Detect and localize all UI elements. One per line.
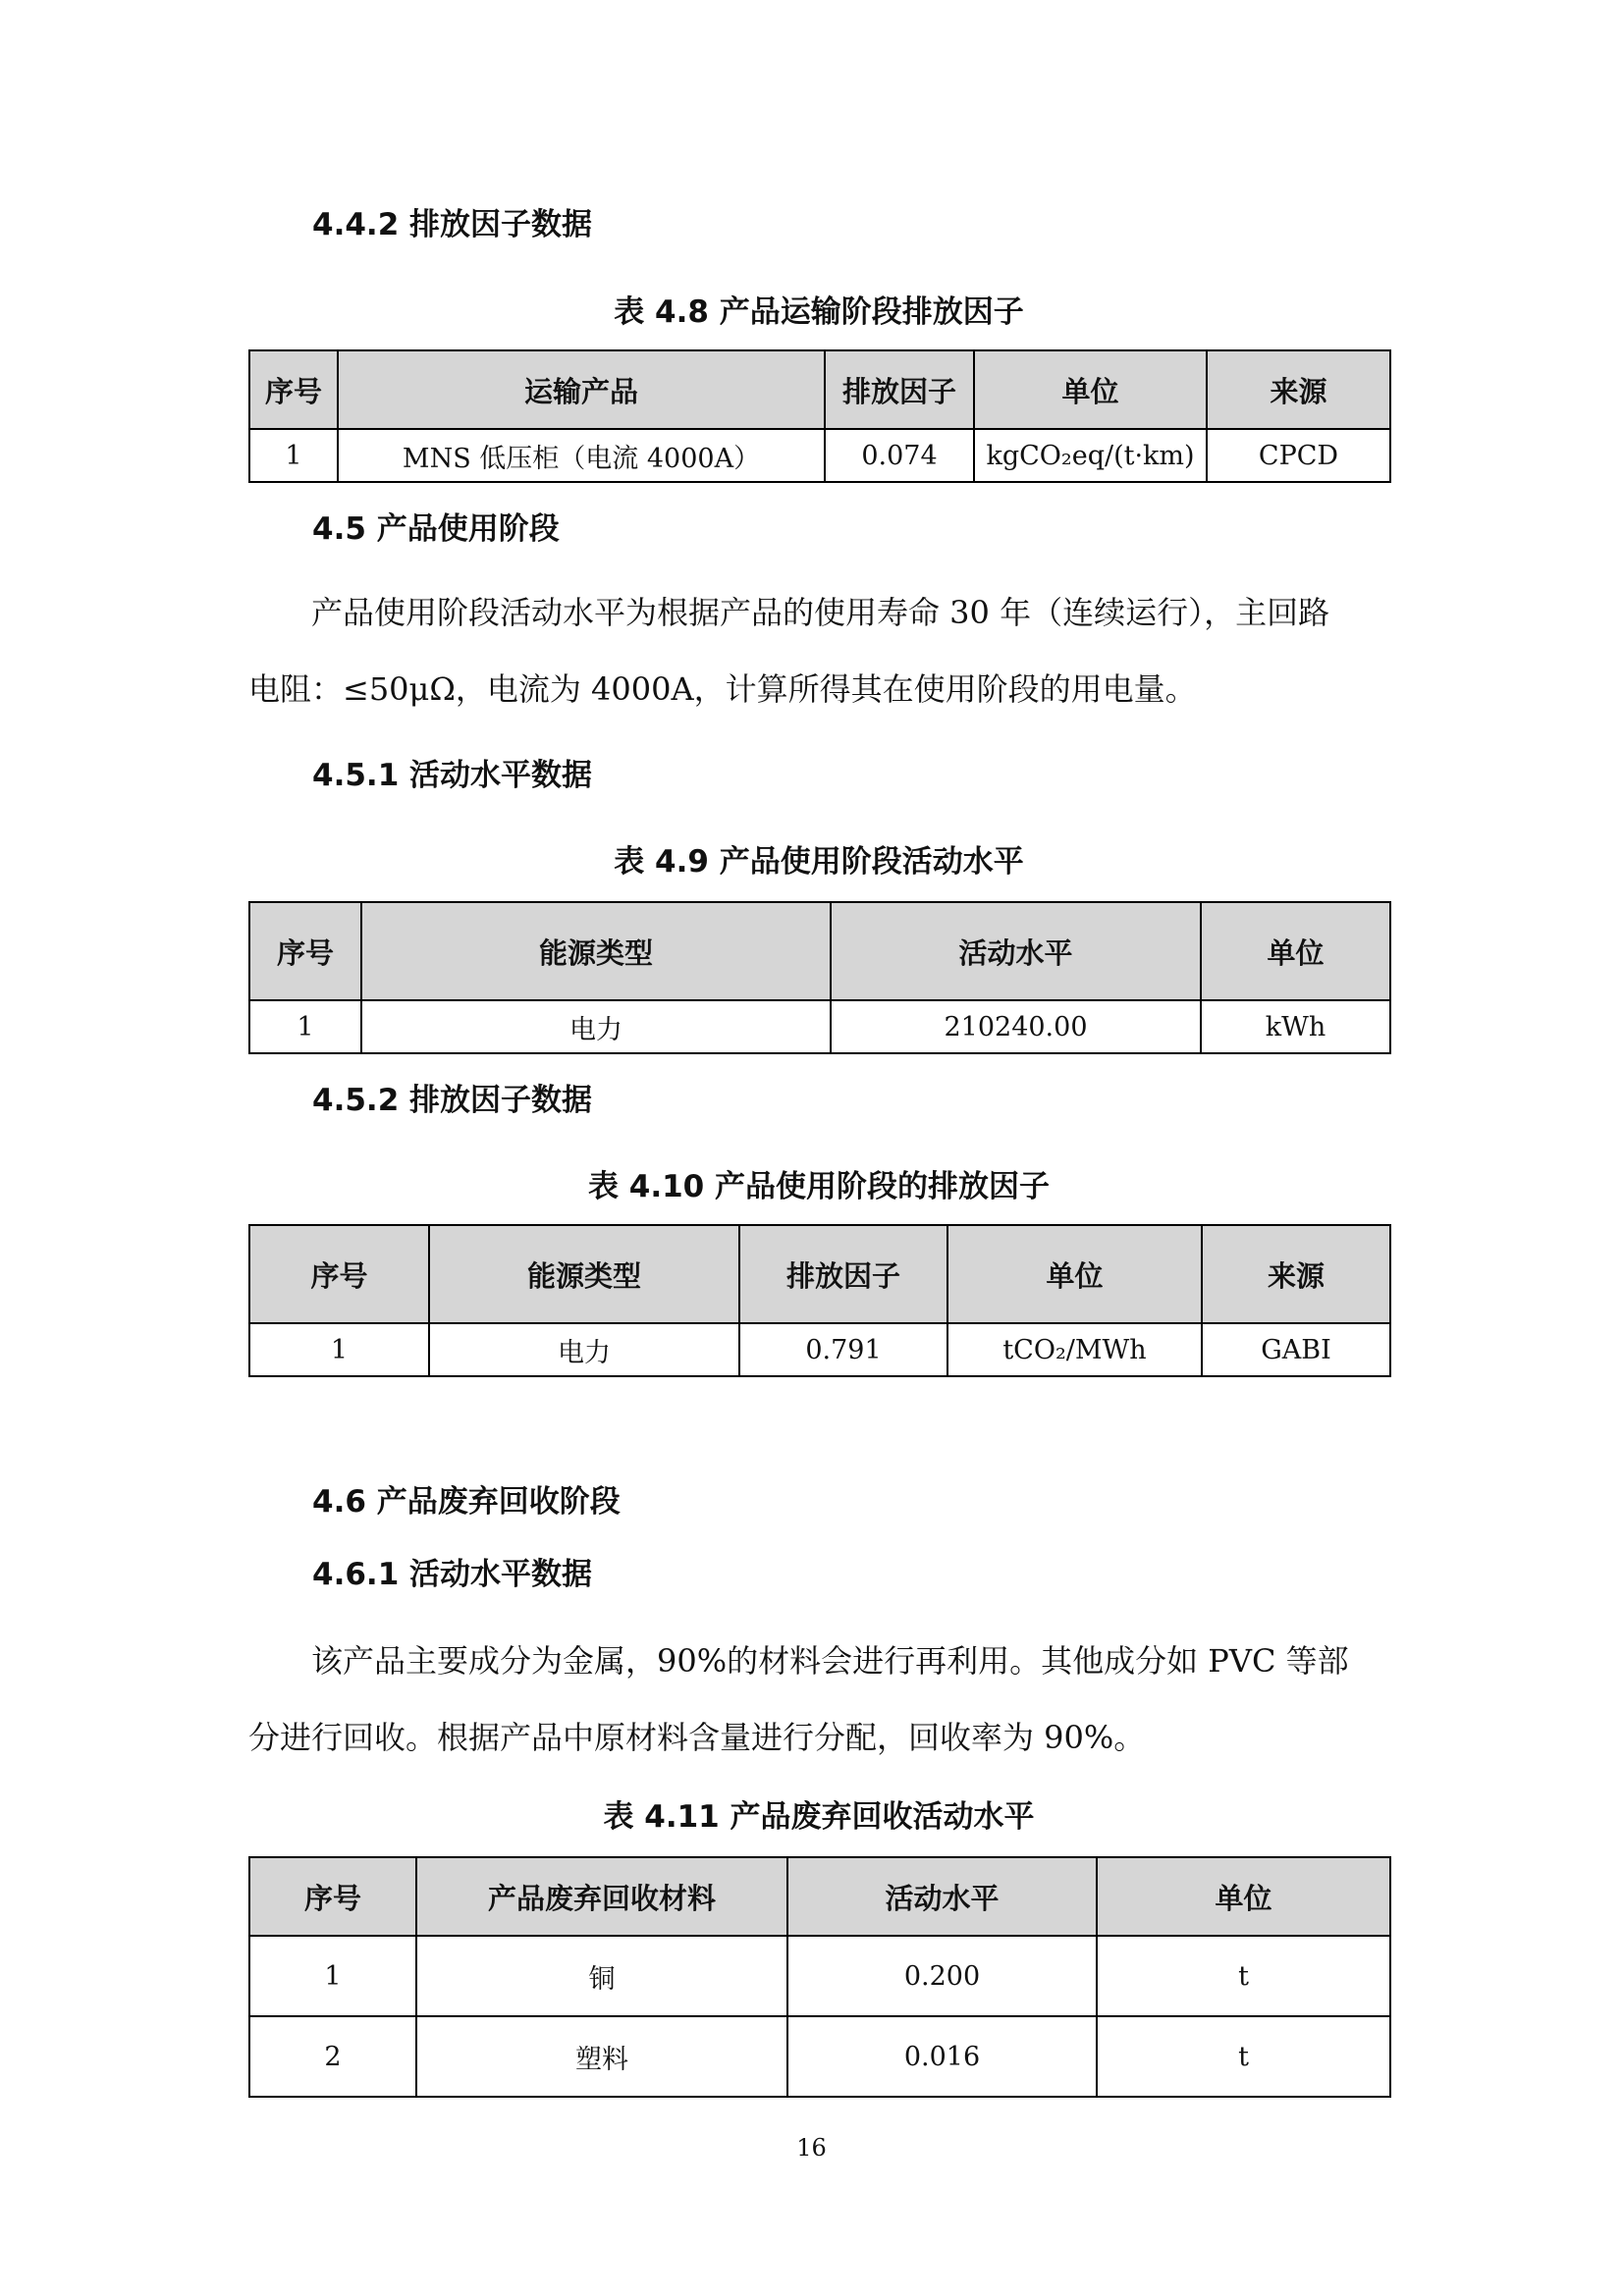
page-number: 16 [796,2134,827,2162]
table-cell: kWh [1201,1000,1390,1053]
table-cell: GABI [1202,1323,1390,1376]
table-4-11 [248,1856,1391,2098]
table-header-cell: 序号 [249,902,361,1000]
table-cell: 1 [249,429,338,482]
table-row [249,429,1390,482]
table-header-cell: 产品废弃回收材料 [416,1857,787,1936]
table-cell: CPCD [1207,429,1390,482]
table-header-cell: 序号 [249,1857,416,1936]
table-4-9 [248,901,1391,1054]
table-cell: 1 [249,1323,429,1376]
table-header-cell: 单位 [974,350,1207,429]
table-cell: 塑料 [416,2016,787,2097]
table-header-cell: 排放因子 [825,350,974,429]
table-header-cell: 排放因子 [739,1225,947,1323]
section-heading-4-4-2: 4.4.2 排放因子数据 [312,207,593,242]
table-row [249,1000,1390,1053]
section-heading-4-5-1: 4.5.1 活动水平数据 [312,758,593,793]
table-cell: t [1097,1936,1390,2016]
table-header-cell: 单位 [1201,902,1390,1000]
table-cell: 电力 [361,1000,831,1053]
table-cell: 铜 [416,1936,787,2016]
table-header-cell: 序号 [249,350,338,429]
table-row [249,1323,1390,1376]
table-4-10 [248,1224,1391,1377]
section-heading-4-6-1: 4.6.1 活动水平数据 [312,1557,593,1592]
paragraph-4-5 [248,588,1389,714]
table-row [249,2016,1390,2097]
table-cell: 电力 [429,1323,739,1376]
paragraph-line: 该产品主要成分为金属，90%的材料会进行再利用。其他成分如 PVC 等部 [311,1642,1349,1680]
table-row [249,1936,1390,2016]
table-cell: kgCO₂eq/(t·km) [974,429,1207,482]
table-cell: MNS 低压柜（电流 4000A） [338,429,825,482]
table-4-11-caption: 表 4.11 产品废弃回收活动水平 [603,1799,1035,1835]
table-cell: 0.016 [787,2016,1097,2097]
table-cell: t [1097,2016,1390,2097]
paragraph-4-6-1 [248,1636,1389,1762]
table-header-cell: 活动水平 [831,902,1201,1000]
table-header-cell: 运输产品 [338,350,825,429]
table-4-8-caption: 表 4.8 产品运输阶段排放因子 [614,294,1024,330]
paragraph-line: 电阻：≤50μΩ，电流为 4000A，计算所得其在使用阶段的用电量。 [248,670,1197,708]
table-cell: 1 [249,1000,361,1053]
table-header-cell: 能源类型 [429,1225,739,1323]
table-cell: 2 [249,2016,416,2097]
table-header-cell: 能源类型 [361,902,831,1000]
table-cell: 1 [249,1936,416,2016]
table-cell: 210240.00 [831,1000,1201,1053]
section-heading-4-5: 4.5 产品使用阶段 [312,511,560,547]
section-heading-4-5-2: 4.5.2 排放因子数据 [312,1083,593,1118]
paragraph-line: 产品使用阶段活动水平为根据产品的使用寿命 30 年（连续运行），主回路 [311,594,1330,631]
table-cell: 0.200 [787,1936,1097,2016]
table-header-cell: 来源 [1207,350,1390,429]
paragraph-line: 分进行回收。根据产品中原材料含量进行分配，回收率为 90%。 [248,1719,1146,1756]
table-cell: 0.074 [825,429,974,482]
table-4-9-caption: 表 4.9 产品使用阶段活动水平 [614,844,1024,880]
table-cell: 0.791 [739,1323,947,1376]
table-header-cell: 活动水平 [787,1857,1097,1936]
table-4-10-caption: 表 4.10 产品使用阶段的排放因子 [587,1169,1051,1204]
section-heading-4-6: 4.6 产品废弃回收阶段 [312,1484,621,1520]
table-4-8 [248,349,1391,483]
table-header-cell: 单位 [947,1225,1202,1323]
table-header-cell: 来源 [1202,1225,1390,1323]
table-cell: tCO₂/MWh [947,1323,1202,1376]
table-header-cell: 单位 [1097,1857,1390,1936]
table-header-cell: 序号 [249,1225,429,1323]
